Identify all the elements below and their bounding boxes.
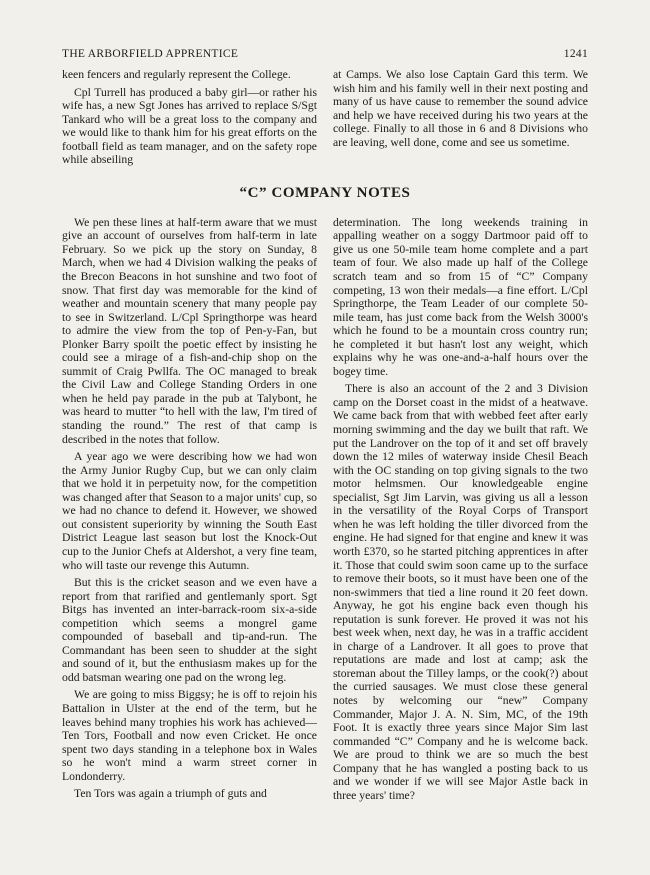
paragraph: at Camps. We also lose Captain Gard this term. We wish him and his family well in their next posting and many of us have cause to remember the sound advice and help we have received during his two years at the college. Finally to all those in 6 and 8 Divisions who are leaving, well done, come and see us sometime. (333, 68, 588, 149)
article-left-column (62, 216, 317, 803)
continued-right-column (333, 68, 588, 167)
paragraph: There is also an account of the 2 and 3 Division camp on the Dorset coast in the midst of a heatwave. We came back from that with webbed feet after early morning swimming and the day we built that raft. We put the Landrover on the top of it and set off bravely down the 12 miles of waterway inside Chesil Beach with the OC standing on top giving signals to the two motor helmsmen. Our knowledgeable engine specialist, Sgt Jim Larvin, was giving us all a lesson in the versatility of the Royal Corps of Transport when he was left holding the tiller divorced from the engine. He had signed for that engine and knew it was worth £370, so he started pitching apprentices in after it. Those that could swim soon came up to the surface to remove their boots, so it must have been one of the non-swimmers that tied a line round it 20 feet down. Anyway, he got his engine back even though his reputation is sunk forever. He proved it was not his best week when, next day, he was in a traffic accident in charge of a Landrover. It all goes to prove that reputations are made and lost at camp; ask the storeman about the Tilley lamps, or the cook(?) about the curried sausages. We must close these general notes by welcoming our “new” Company Commander, Major J. A. N. Sim, MC, of the 19th Foot. It is exactly three years since Major Sim last commanded “C” Company and he is welcome back. We are proud to think we are so much the best Company that he has wangled a posting back to us and we wonder if we will see Major Astle back in three years' time? (333, 382, 588, 802)
running-title: THE ARBORFIELD APPRENTICE (62, 48, 239, 60)
paragraph: We pen these lines at half-term aware that we must give an account of ourselves from half-term in late February. So we pick up the story on Sunday, 8 March, when we had 4 Division walking the peaks of the Brecon Beacons in hot sunshine and two foot of snow. That first day was memorable for the kind of weather and mountain scenery that many people pay to see in Switzerland. L/Cpl Springthorpe was heard to admire the view from the top of Pen-y-Fan, but Plonker Barry spoilt the poetic effect by insisting he could see a mirage of a fish-and-chip shop on the summit of Craig Pwllfa. The OC managed to break the Civil Law and College Standing Orders in one when he held pay parade in the pub at Talybont, he was heard to mutter “to hell with the law, I'm tired of standing the round.” The rest of that camp is described in the notes that follow. (62, 215, 317, 446)
paragraph: We are going to miss Biggsy; he is off to rejoin his Battalion in Ulster at the end of the term, but he leaves behind many trophies his work has achieved—Ten Tors, Football and now even Cricket. He once spent two days standing in a telephone box in Wales so he won't mind a warm street corner in Londonderry. (62, 688, 317, 783)
section-heading: “C” COMPANY NOTES (239, 184, 411, 201)
article-right-column (333, 216, 588, 803)
paragraph: Cpl Turrell has produced a baby girl—or rather his wife has, a new Sgt Jones has arrived to replace S/Sgt Tankard who will be a great loss to the company and we would like to thank him for his great efforts on the football field as team manager, and on the safety rope while abseiling (62, 85, 317, 167)
paragraph: determination. The long weekends training in appalling weather on a soggy Dartmoor paid off to give us one 50-mile team home complete and a part team of four. We also made up half of the College scratch team and so from 15 of “C” Company competing, 13 won their medals—a fine effort. L/Cpl Springthorpe, the Team Leader of our complete 50-mile team, has just come back from the Welsh 3000's which he found to be a mountain cross country run; he completed it but hasn't lost any weight, which explains why he was one-and-a-half hours over the bogey time. (333, 215, 588, 378)
continued-left-column (62, 68, 317, 167)
paragraph: But this is the cricket season and we even have a report from that rarified and gentlemanly sport. Sgt Bitgs has invented an inter-barrack-room six-a-side competition which seems a mongrel game compounded of baseball and tip-and-run. The Commandant has been seen to shudder at the sight and sound of it, but the enthusiasm makes up for the odd batsman wearing one pad on the wrong leg. (62, 576, 317, 684)
page-number: 1241 (563, 48, 588, 60)
article-columns (62, 216, 588, 803)
running-head (62, 48, 588, 60)
paragraph: A year ago we were describing how we had won the Army Junior Rugby Cup, but we can only claim that we hold it in perpetuity now, for the competition was changed after that Season to a major units' cup, so we had no chance to defend it. However, we showed out consistent superiority by winning the South East District League last season but lost the Knock-Out cup to the Junior Chefs at Aldershot, a very fine team, who will taste our revenge this Autumn. (62, 450, 317, 572)
paragraph: Ten Tors was again a triumph of guts and (74, 787, 267, 801)
continued-columns (62, 68, 588, 167)
paragraph: keen fencers and regularly represent the College. (62, 68, 291, 81)
